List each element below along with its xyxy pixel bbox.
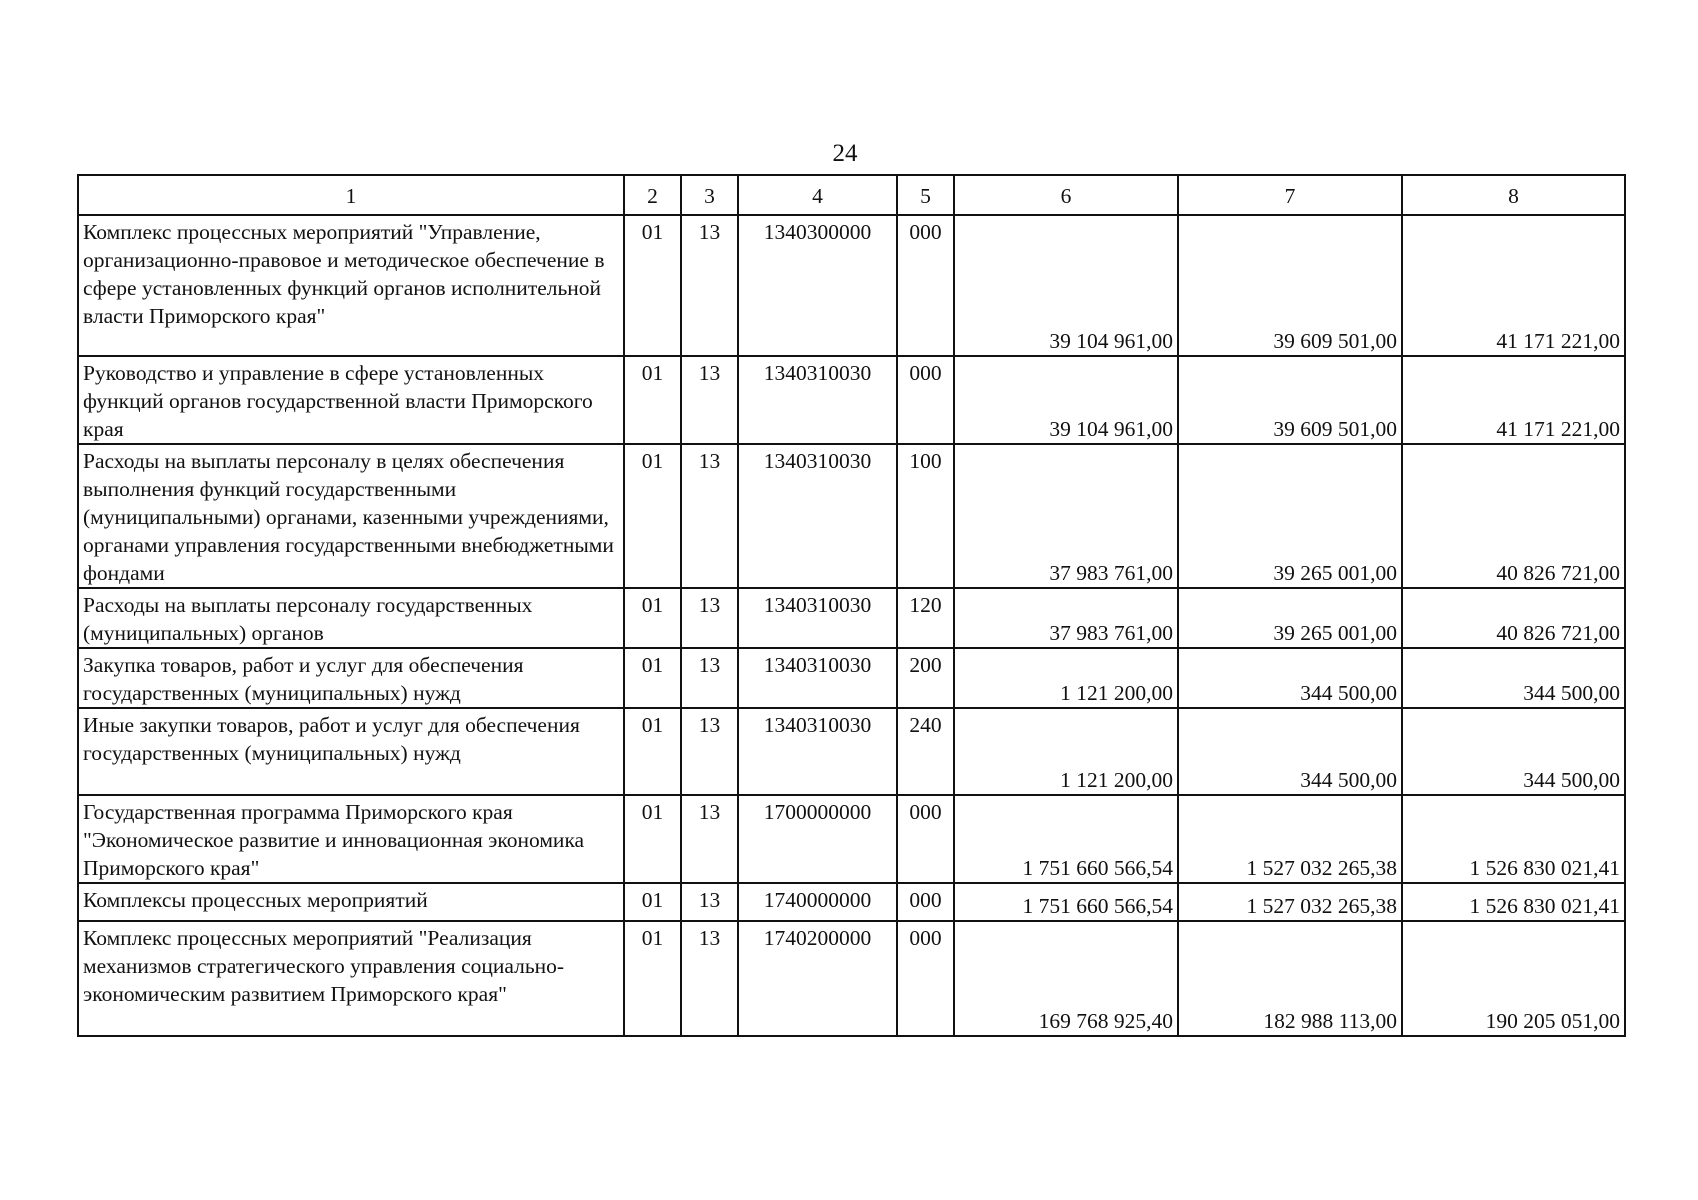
amount-col-8: 40 826 721,00 — [1402, 588, 1625, 648]
amount-col-7: 344 500,00 — [1178, 708, 1402, 795]
expense-type-code: 000 — [897, 883, 954, 921]
table-row — [78, 795, 1625, 883]
amount-col-8: 41 171 221,00 — [1402, 215, 1625, 356]
table-row — [78, 921, 1625, 1036]
table-row — [78, 708, 1625, 795]
page-number: 24 — [832, 140, 858, 167]
expense-type-code: 120 — [897, 588, 954, 648]
amount-col-7: 344 500,00 — [1178, 648, 1402, 708]
amount-col-6: 1 121 200,00 — [954, 648, 1178, 708]
amount-col-6: 37 983 761,00 — [954, 588, 1178, 648]
column-header-1: 1 — [78, 175, 624, 215]
subsection-code: 13 — [681, 356, 738, 444]
amount-col-7: 182 988 113,00 — [1178, 921, 1402, 1036]
subsection-code: 13 — [681, 921, 738, 1036]
column-header-7: 7 — [1178, 175, 1402, 215]
column-header-5: 5 — [897, 175, 954, 215]
target-article-code: 1340310030 — [738, 648, 897, 708]
amount-col-8: 1 526 830 021,41 — [1402, 795, 1625, 883]
amount-col-6: 1 751 660 566,54 — [954, 883, 1178, 921]
target-article-code: 1340310030 — [738, 588, 897, 648]
expense-name: Расходы на выплаты персоналу государственных (муниципальных) органов — [78, 588, 624, 648]
section-code: 01 — [624, 648, 681, 708]
amount-col-8: 1 526 830 021,41 — [1402, 883, 1625, 921]
amount-col-6: 1 751 660 566,54 — [954, 795, 1178, 883]
column-header-4: 4 — [738, 175, 897, 215]
expense-name: Государственная программа Приморского края "Экономическое развитие и инновационная экономика Приморского края" — [78, 795, 624, 883]
amount-col-8: 41 171 221,00 — [1402, 356, 1625, 444]
amount-col-8: 344 500,00 — [1402, 708, 1625, 795]
subsection-code: 13 — [681, 215, 738, 356]
expense-type-code: 000 — [897, 215, 954, 356]
target-article-code: 1340310030 — [738, 708, 897, 795]
expense-name: Комплекс процессных мероприятий "Управление, организационно-правовое и методическое обеспечение в сфере установленных функций органов исполнительной власти Приморского края" — [78, 215, 624, 356]
budget-table — [77, 174, 1626, 1037]
header-row — [78, 175, 1625, 215]
section-code: 01 — [624, 215, 681, 356]
section-code: 01 — [624, 708, 681, 795]
amount-col-7: 39 265 001,00 — [1178, 444, 1402, 588]
expense-name: Комплексы процессных мероприятий — [78, 883, 624, 921]
target-article-code: 1700000000 — [738, 795, 897, 883]
target-article-code: 1740200000 — [738, 921, 897, 1036]
subsection-code: 13 — [681, 883, 738, 921]
table-row — [78, 588, 1625, 648]
expense-type-code: 000 — [897, 356, 954, 444]
amount-col-8: 344 500,00 — [1402, 648, 1625, 708]
amount-col-7: 39 609 501,00 — [1178, 215, 1402, 356]
amount-col-6: 39 104 961,00 — [954, 356, 1178, 444]
expense-type-code: 100 — [897, 444, 954, 588]
amount-col-7: 1 527 032 265,38 — [1178, 795, 1402, 883]
column-header-6: 6 — [954, 175, 1178, 215]
subsection-code: 13 — [681, 444, 738, 588]
table-row — [78, 883, 1625, 921]
expense-type-code: 200 — [897, 648, 954, 708]
target-article-code: 1340310030 — [738, 356, 897, 444]
table-row — [78, 648, 1625, 708]
expense-name: Руководство и управление в сфере установленных функций органов государственной власти Приморского края — [78, 356, 624, 444]
target-article-code: 1740000000 — [738, 883, 897, 921]
table-row — [78, 444, 1625, 588]
section-code: 01 — [624, 444, 681, 588]
amount-col-6: 169 768 925,40 — [954, 921, 1178, 1036]
amount-col-8: 190 205 051,00 — [1402, 921, 1625, 1036]
amount-col-6: 1 121 200,00 — [954, 708, 1178, 795]
expense-type-code: 000 — [897, 921, 954, 1036]
subsection-code: 13 — [681, 795, 738, 883]
section-code: 01 — [624, 921, 681, 1036]
expense-name: Расходы на выплаты персоналу в целях обеспечения выполнения функций государственными (муниципальными) органами, казенными учреждениями, органами управления государственными внебюджетными фондами — [78, 444, 624, 588]
expense-type-code: 240 — [897, 708, 954, 795]
section-code: 01 — [624, 883, 681, 921]
amount-col-6: 37 983 761,00 — [954, 444, 1178, 588]
table-row — [78, 356, 1625, 444]
section-code: 01 — [624, 795, 681, 883]
column-header-2: 2 — [624, 175, 681, 215]
subsection-code: 13 — [681, 588, 738, 648]
amount-col-8: 40 826 721,00 — [1402, 444, 1625, 588]
section-code: 01 — [624, 356, 681, 444]
target-article-code: 1340310030 — [738, 444, 897, 588]
expense-name: Комплекс процессных мероприятий "Реализация механизмов стратегического управления социально-экономическим развитием Приморского края" — [78, 921, 624, 1036]
target-article-code: 1340300000 — [738, 215, 897, 356]
table-row — [78, 215, 1625, 356]
section-code: 01 — [624, 588, 681, 648]
expense-name: Закупка товаров, работ и услуг для обеспечения государственных (муниципальных) нужд — [78, 648, 624, 708]
column-header-8: 8 — [1402, 175, 1625, 215]
amount-col-6: 39 104 961,00 — [954, 215, 1178, 356]
subsection-code: 13 — [681, 708, 738, 795]
subsection-code: 13 — [681, 648, 738, 708]
column-header-3: 3 — [681, 175, 738, 215]
amount-col-7: 39 609 501,00 — [1178, 356, 1402, 444]
expense-name: Иные закупки товаров, работ и услуг для обеспечения государственных (муниципальных) нужд — [78, 708, 624, 795]
amount-col-7: 1 527 032 265,38 — [1178, 883, 1402, 921]
amount-col-7: 39 265 001,00 — [1178, 588, 1402, 648]
expense-type-code: 000 — [897, 795, 954, 883]
